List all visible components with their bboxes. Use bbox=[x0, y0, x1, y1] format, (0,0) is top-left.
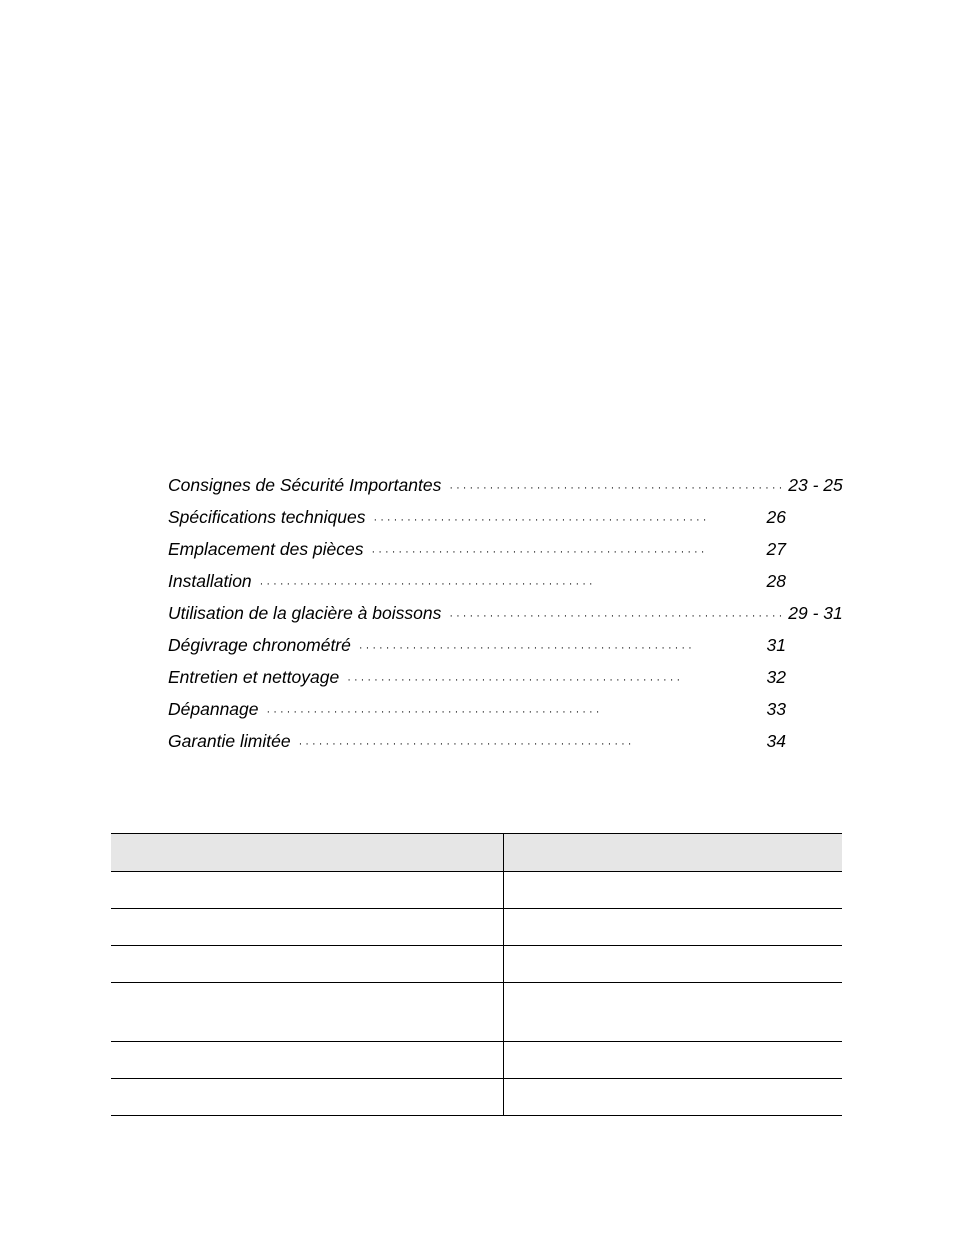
table-cell bbox=[504, 909, 843, 946]
toc-entry[interactable] bbox=[168, 571, 786, 603]
toc-entry[interactable] bbox=[168, 635, 786, 667]
dot-leader: · · · · · · · · · · · · · · · · · · · · · · · · · · · · · · · · · · · · · · · · · · · · · · · · · · bbox=[449, 610, 783, 622]
toc-entry-title: Emplacement des pièces bbox=[168, 539, 364, 559]
toc-entry-page: 33 bbox=[766, 699, 786, 719]
dot-leader: · · · · · · · · · · · · · · · · · · · · · · · · · · · · · · · · · · · · · · · · · · · · · · · · · · bbox=[373, 514, 707, 526]
table-row bbox=[111, 872, 842, 909]
toc-entry-title: Installation bbox=[168, 571, 252, 591]
toc-entry-title: Dégivrage chronométré bbox=[168, 635, 351, 655]
table-row bbox=[111, 909, 842, 946]
toc-entry-title: Utilisation de la glacière à boissons bbox=[168, 603, 442, 623]
toc-entry[interactable] bbox=[168, 699, 786, 731]
table-cell bbox=[111, 983, 504, 1042]
table-cell bbox=[111, 946, 504, 983]
table-cell bbox=[504, 1079, 843, 1116]
table-cell bbox=[111, 834, 504, 872]
toc-entry[interactable] bbox=[168, 539, 786, 571]
toc-entry-page: 28 bbox=[766, 571, 786, 591]
table-of-contents bbox=[168, 475, 843, 763]
record-table bbox=[111, 833, 842, 1116]
dot-leader: · · · · · · · · · · · · · · · · · · · · · · · · · · · · · · · · · · · · · · · · · · · · · · · · · · bbox=[298, 738, 632, 750]
toc-entry[interactable] bbox=[168, 475, 843, 507]
table-cell bbox=[111, 872, 504, 909]
table-row bbox=[111, 983, 842, 1042]
table-row bbox=[111, 1079, 842, 1116]
table-cell bbox=[111, 1042, 504, 1079]
toc-entry-page: 23 - 25 bbox=[788, 475, 843, 495]
dot-leader: · · · · · · · · · · · · · · · · · · · · · · · · · · · · · · · · · · · · · · · · · · · · · · · · · · bbox=[347, 674, 681, 686]
toc-entry[interactable] bbox=[168, 667, 786, 699]
dot-leader: · · · · · · · · · · · · · · · · · · · · · · · · · · · · · · · · · · · · · · · · · · · · · · · · · · bbox=[266, 706, 600, 718]
table-cell bbox=[504, 872, 843, 909]
toc-entry-page: 27 bbox=[766, 539, 786, 559]
toc-entry-title: Consignes de Sécurité Importantes bbox=[168, 475, 442, 495]
toc-entry-page: 29 - 31 bbox=[788, 603, 843, 623]
table-cell bbox=[504, 983, 843, 1042]
table-cell bbox=[111, 1079, 504, 1116]
table-row bbox=[111, 1042, 842, 1079]
toc-entry[interactable] bbox=[168, 507, 786, 539]
table-cell bbox=[504, 946, 843, 983]
toc-entry-page: 32 bbox=[766, 667, 786, 687]
dot-leader: · · · · · · · · · · · · · · · · · · · · · · · · · · · · · · · · · · · · · · · · · · · · · · · · · · bbox=[371, 546, 705, 558]
table-cell bbox=[504, 834, 843, 872]
toc-entry-page: 34 bbox=[766, 731, 786, 751]
table-header-row bbox=[111, 834, 842, 872]
toc-entry[interactable] bbox=[168, 731, 786, 763]
dot-leader: · · · · · · · · · · · · · · · · · · · · · · · · · · · · · · · · · · · · · · · · · · · · · · · · · · bbox=[259, 578, 593, 590]
dot-leader: · · · · · · · · · · · · · · · · · · · · · · · · · · · · · · · · · · · · · · · · · · · · · · · · · · bbox=[449, 482, 783, 494]
toc-entry-title: Spécifications techniques bbox=[168, 507, 366, 527]
toc-entry-title: Entretien et nettoyage bbox=[168, 667, 340, 687]
toc-entry-page: 26 bbox=[766, 507, 786, 527]
table-cell bbox=[504, 1042, 843, 1079]
table-row bbox=[111, 946, 842, 983]
toc-entry-page: 31 bbox=[766, 635, 786, 655]
dot-leader: · · · · · · · · · · · · · · · · · · · · · · · · · · · · · · · · · · · · · · · · · · · · · · · · · · bbox=[358, 642, 692, 654]
toc-entry-title: Dépannage bbox=[168, 699, 259, 719]
toc-entry[interactable] bbox=[168, 603, 843, 635]
toc-entry-title: Garantie limitée bbox=[168, 731, 291, 751]
table-cell bbox=[111, 909, 504, 946]
